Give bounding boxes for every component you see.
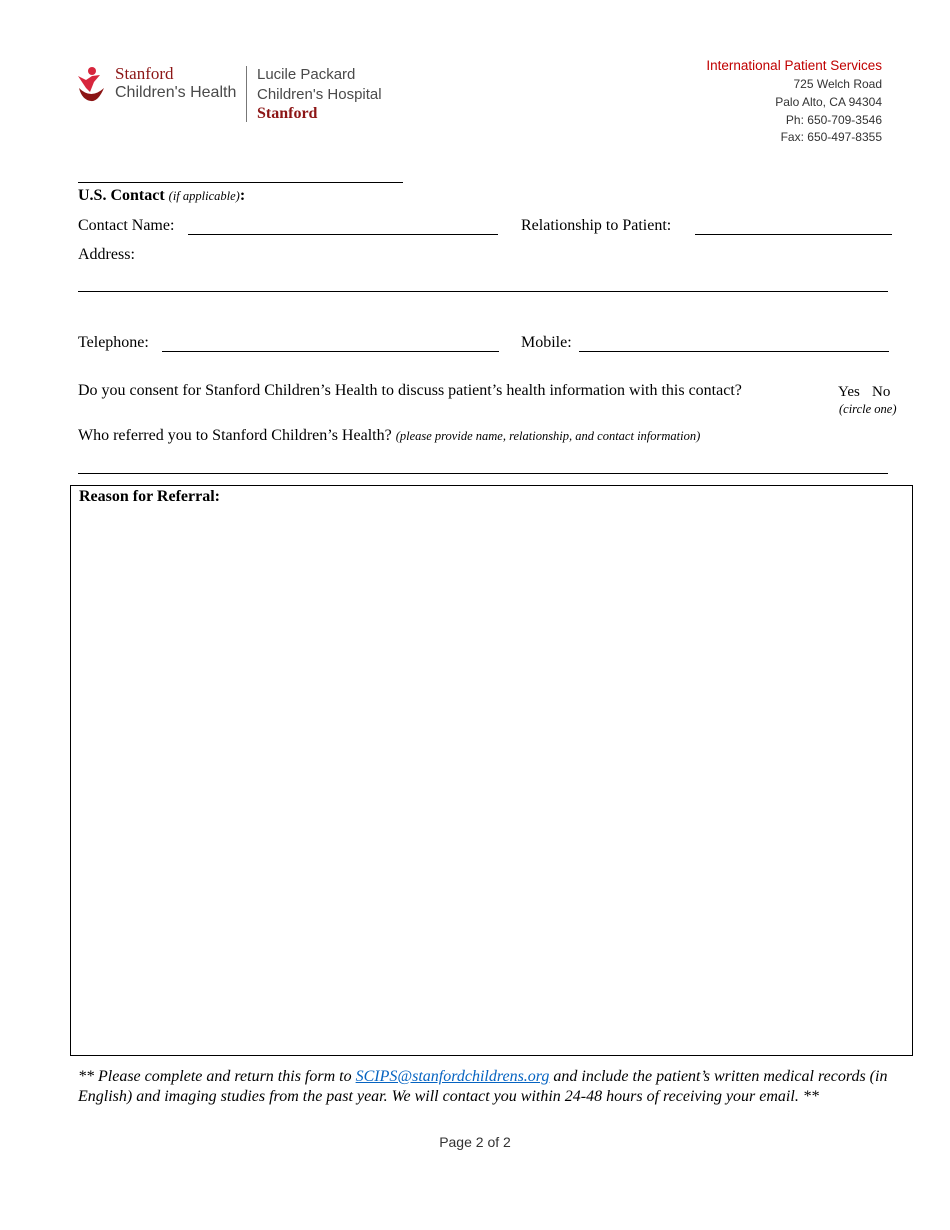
consent-question: Do you consent for Stanford Children’s Health to discuss patient’s health information with this contact? xyxy=(78,382,742,399)
logo-org-line2: Children's Health xyxy=(115,84,237,101)
mobile-field[interactable] xyxy=(579,351,889,352)
relationship-label: Relationship to Patient: xyxy=(521,217,672,234)
relationship-field[interactable] xyxy=(695,234,892,235)
contact-name-label: Contact Name: xyxy=(78,217,175,234)
logo-divider xyxy=(246,66,247,122)
logo-hospital-line2: Children's Hospital xyxy=(257,86,382,103)
referral-source-hint: (please provide name, relationship, and contact information) xyxy=(395,429,701,443)
mobile-label: Mobile: xyxy=(521,334,572,351)
referral-source-label: Who referred you to Stanford Children’s Health? xyxy=(78,427,392,444)
us-contact-heading xyxy=(78,187,245,205)
address-street: 725 Welch Road xyxy=(793,77,882,91)
page-number: Page 2 of 2 xyxy=(439,1134,511,1150)
logo-hospital-line1: Lucile Packard xyxy=(257,66,356,83)
logo-org-line1: Stanford xyxy=(115,64,174,83)
footer-instructions xyxy=(78,1067,898,1107)
referral-source-field[interactable] xyxy=(78,473,888,474)
us-contact-title: U.S. Contact xyxy=(78,187,165,204)
footer-note-after: and include the patient’s written medical records (in English) and imaging studies from the past year. We will contact you within 24-48 hours of receiving your email. ** xyxy=(78,1068,888,1105)
us-contact-qualifier: (if applicable) xyxy=(168,189,240,203)
consent-hint: (circle one) xyxy=(839,402,897,416)
contact-name-field[interactable] xyxy=(188,234,498,235)
department-title: International Patient Services xyxy=(706,58,882,73)
address-field[interactable] xyxy=(78,291,888,292)
logo-hospital-line3: Stanford xyxy=(257,105,318,122)
consent-no-option[interactable]: No xyxy=(872,384,891,400)
email-link[interactable]: SCIPS@stanfordchildrens.org xyxy=(355,1068,550,1085)
reason-for-referral-box[interactable] xyxy=(70,485,913,1056)
reason-for-referral-label: Reason for Referral: xyxy=(79,488,220,505)
address-city: Palo Alto, CA 94304 xyxy=(775,95,882,109)
us-contact-colon: : xyxy=(239,187,246,204)
fax-number: Fax: 650-497-8355 xyxy=(780,130,882,144)
address-label: Address: xyxy=(78,246,135,263)
section-separator-line xyxy=(78,182,403,183)
stanford-childrens-logo-icon xyxy=(76,66,106,102)
consent-yes-option[interactable]: Yes xyxy=(838,384,860,400)
phone-number: Ph: 650-709-3546 xyxy=(785,113,882,127)
referral-source-question xyxy=(78,427,700,445)
footer-note-before: ** Please complete and return this form to xyxy=(78,1068,356,1085)
telephone-label: Telephone: xyxy=(78,334,149,351)
telephone-field[interactable] xyxy=(162,351,499,352)
